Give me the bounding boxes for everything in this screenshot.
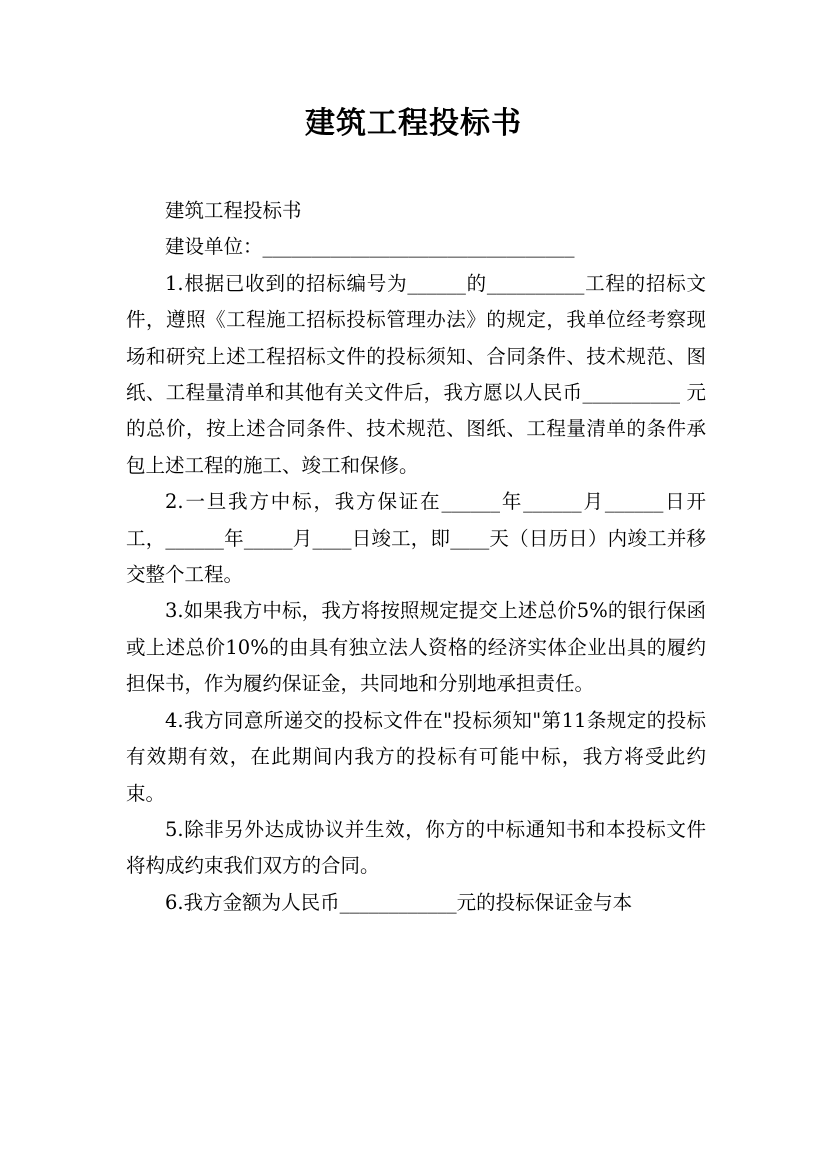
document-title: 建筑工程投标书 [305, 106, 522, 141]
paragraph-clause-5: 5.除非另外达成协议并生效，你方的中标通知书和本投标文件将构成约束我们双方的合同。 [126, 817, 706, 878]
paragraph-clause-1: 1.根据已收到的招标编号为______的__________工程的招标文件，遵照《工程施工招标投标管理办法》的规定，我单位经考察现场和研究上述工程招标文件的投标须知、合同条件、技术规范、图纸、工程量清单和其他有关文件后，我方愿以人民币__________ 元的总价，按上述合同条件、技术规范、图纸、工程量清单的条件承包上述工程的施工、竣工和保修。 [126, 271, 706, 477]
document-body [126, 193, 706, 921]
paragraph-clause-3: 3.如果我方中标，我方将按照规定提交上述总价5%的银行保函或上述总价10%的由具有独立法人资格的经济实体企业出具的履约担保书，作为履约保证金，共同地和分别地承担责任。 [126, 599, 706, 696]
paragraph-clause-2: 2.一旦我方中标，我方保证在______年______月______日开工，______年_____月____日竣工，即____天（日历日）内竣工并移交整个工程。 [126, 490, 706, 587]
paragraph-clause-6: 6.我方金额为人民币____________元的投标保证金与本 [165, 890, 633, 914]
paragraph-clause-4: 4.我方同意所递交的投标文件在"投标须知"第11条规定的投标有效期有效，在此期间内我方的投标有可能中标，我方将受此约束。 [126, 708, 706, 805]
paragraph-construction-unit: 建设单位：________________________________ [165, 235, 575, 259]
paragraph-heading: 建筑工程投标书 [165, 199, 302, 222]
